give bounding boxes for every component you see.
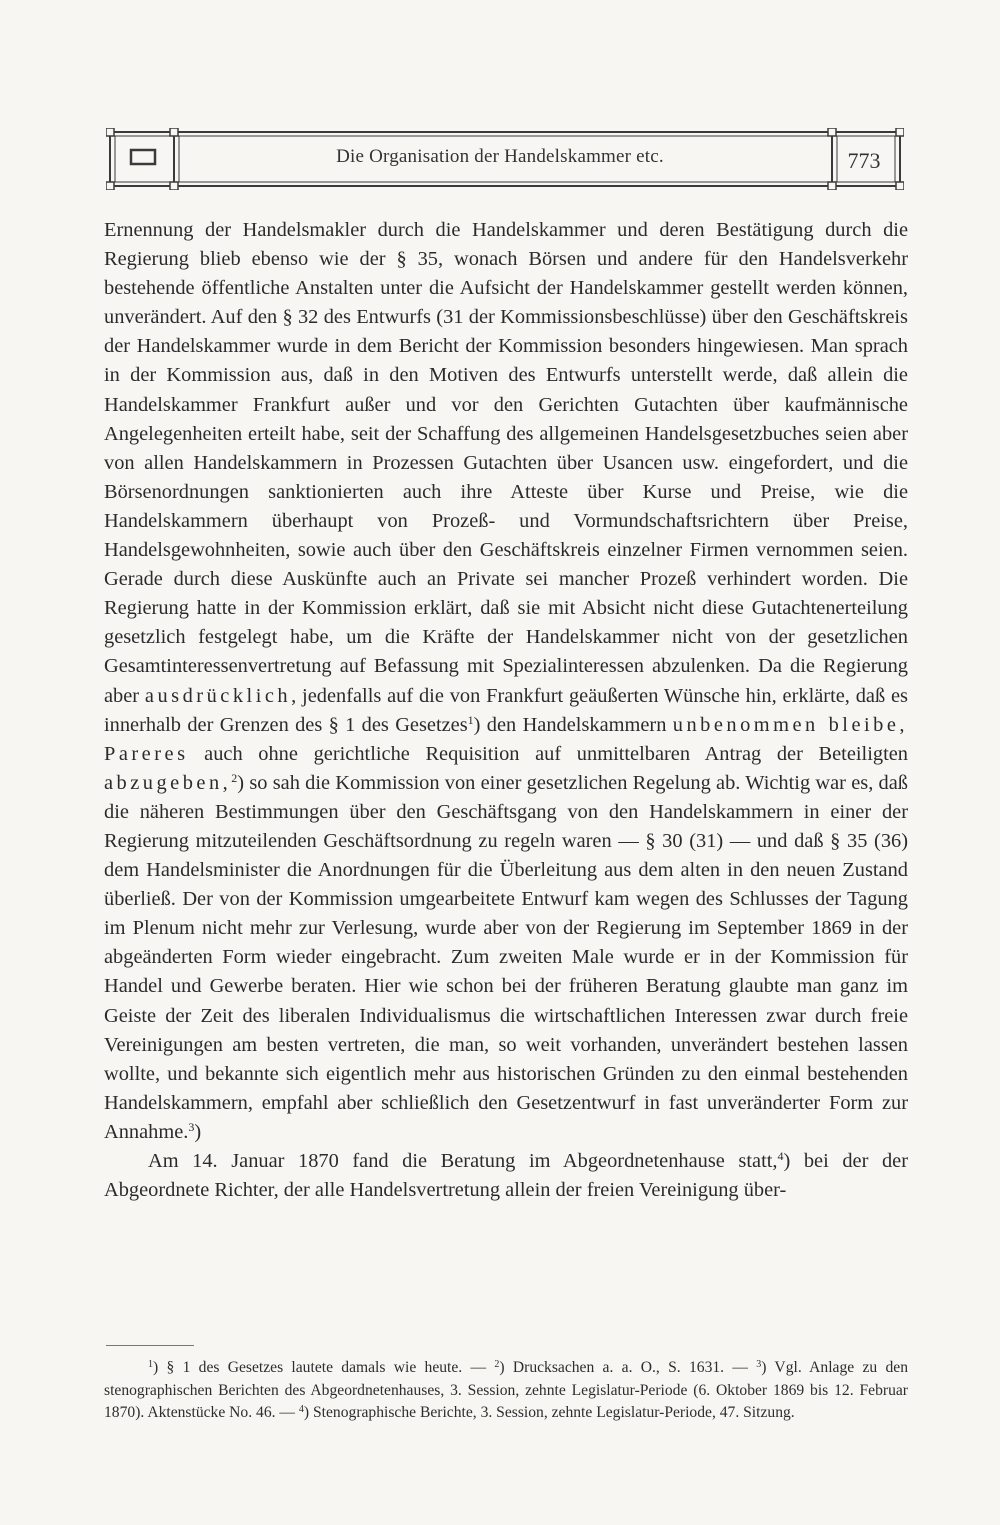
footnote-text: ) § 1 des Gesetzes lautete damals wie heute. — (153, 1359, 495, 1376)
spaced-emphasis: unbenommen bleibe, Pareres (104, 713, 908, 765)
footnote-mark: 4 (298, 1404, 304, 1415)
footnote-rule (106, 1345, 194, 1346)
footnote-block (104, 1357, 908, 1425)
running-title: Die Organisation der Handelskammer etc. (336, 146, 664, 167)
text-run: ) (194, 1120, 202, 1143)
text-run: ) bei der der Abgeordnete Richter, der alle Handelsvertretung allein der freien Vereinigung über- (104, 1150, 908, 1202)
footnote-ref: 3 (188, 1119, 195, 1134)
footnote-text: ) Vgl. Anlage zu den stenographischen Berichten des Abgeordnetenhauses, 3. Session, zehnte Legislatur-Periode (6. Oktober 1869 bis 12. Februar 1870). Aktenstücke No. 46. — (104, 1359, 908, 1421)
text-run: ) so sah die Kommission von einer gesetzlichen Regelung ab. Wichtig war es, daß die näheren Bestimmungen über den Geschäftsgang von den Handelskammern in einer der Regierung mitzuteilenden Geschäftsordnung zu regeln waren — § 30 (31) — und daß § 35 (36) dem Handelsminister die Anordnungen für die Überleitung aus dem alten in den neuen Zustand überließ. Der von der Kommission umgearbeitete Entwurf kam wegen des Schlusses der Tagung im Plenum nicht mehr zur Verlesung, wurde aber von der Regierung im September 1869 in der abgeänderten Form wieder eingebracht. Zum zweiten Male wurde er in der Kommission für Handel und Gewerbe beraten. Hier wie schon bei der früheren Beratung glaubte man ganz im Geiste der Zeit des liberalen Individualismus die wirtschaftlichen Interessen zwar durch freie Vereinigungen am besten vertreten, die man, so weit vorhanden, unverändert bestehen lassen wollte, und bekannte sich eigentlich mehr aus historischen Gründen zu den einmal bestehenden Handelskammern, empfahl aber schließlich den Gesetzentwurf in fast unveränderter Form zur Annahme. (104, 771, 908, 1143)
footnote-text: ) Drucksachen a. a. O., S. 1631. — (499, 1359, 757, 1376)
text-run: auch ohne gerichtliche Requisition auf unmittelbaren Antrag der Beteiligten (188, 742, 908, 765)
paragraph-1 (104, 216, 908, 1147)
footnote-mark: 3 (756, 1359, 762, 1370)
footnote-ref: 2 (231, 770, 238, 785)
footnote-mark: 1 (148, 1359, 153, 1370)
paragraph-2 (104, 1147, 908, 1205)
text-run: ) den Handelskammern (473, 713, 667, 736)
spaced-emphasis: abzugeben, (104, 771, 232, 794)
footnote-text: ) Stenographische Berichte, 3. Session, zehnte Legislatur-Periode, 47. Sitzung. (303, 1404, 795, 1421)
body-text (104, 216, 908, 1205)
footnote-ref: 4 (777, 1149, 784, 1163)
text-run: Ernennung der Handelsmakler durch die Handelskammer und deren Bestätigung durch die Regierung blieb ebenso wie der § 35, wonach Börsen und andere für den Handelsverkehr bestehende öffentliche Anstalten unter die Aufsicht der Handelskammer gestellt werden können, unverändert. Auf den § 32 des Entwurfs (31 der Kommissionsbeschlüsse) über den Geschäftskreis der Handelskammer wurde in dem Bericht der Kommission besonders hingewiesen. Man sprach in der Kommission aus, daß in den Motiven des Entwurfs unterstellt werde, daß allein die Handelskammer Frankfurt außer und vor den Gerichten Gutachten über kaufmännische Angelegenheiten erteilt habe, seit der Schaffung des allgemeinen Handelsgesetzbuches seien aber von allen Handelskammern in Prozessen Gutachten über Usancen usw. eingefordert, und die Börsenordnungen sanktionierten auch ihre Atteste über Kurse und Preise, wie die Handelskammern überhaupt von Prozeß- und Vormundschaftsrichtern über Preise, Handelsgewohnheiten, sowie auch über den Geschäftskreis einzelner Firmen vernommen seien. Gerade durch diese Auskünfte auch an Private sei mancher Prozeß verhindert worden. Die Regierung hatte in der Kommission erklärt, daß sie mit Absicht nicht diese Gutachtenerteilung gesetzlich festgelegt habe, um die Kräfte der Handelskammer nicht von der gesetzlichen Gesamtinteressenvertretung auf Befassung mit Spezialinteressen abzulenken. Da die Regierung aber (104, 219, 908, 707)
footnotes (104, 1357, 908, 1425)
text-run: Am 14. Januar 1870 fand die Beratung im Abgeordnetenhause statt, (148, 1150, 778, 1172)
footnote-ref: 1 (467, 712, 474, 727)
text-run: , jedenfalls auf die von Frankfurt geäußerten Wünsche hin, erklärte, daß es innerhalb der Grenzen des § 1 des Gesetzes (104, 684, 908, 736)
page-number: 773 (847, 148, 881, 173)
spaced-emphasis: ausdrücklich (144, 684, 292, 707)
footnote-mark: 2 (494, 1359, 500, 1370)
